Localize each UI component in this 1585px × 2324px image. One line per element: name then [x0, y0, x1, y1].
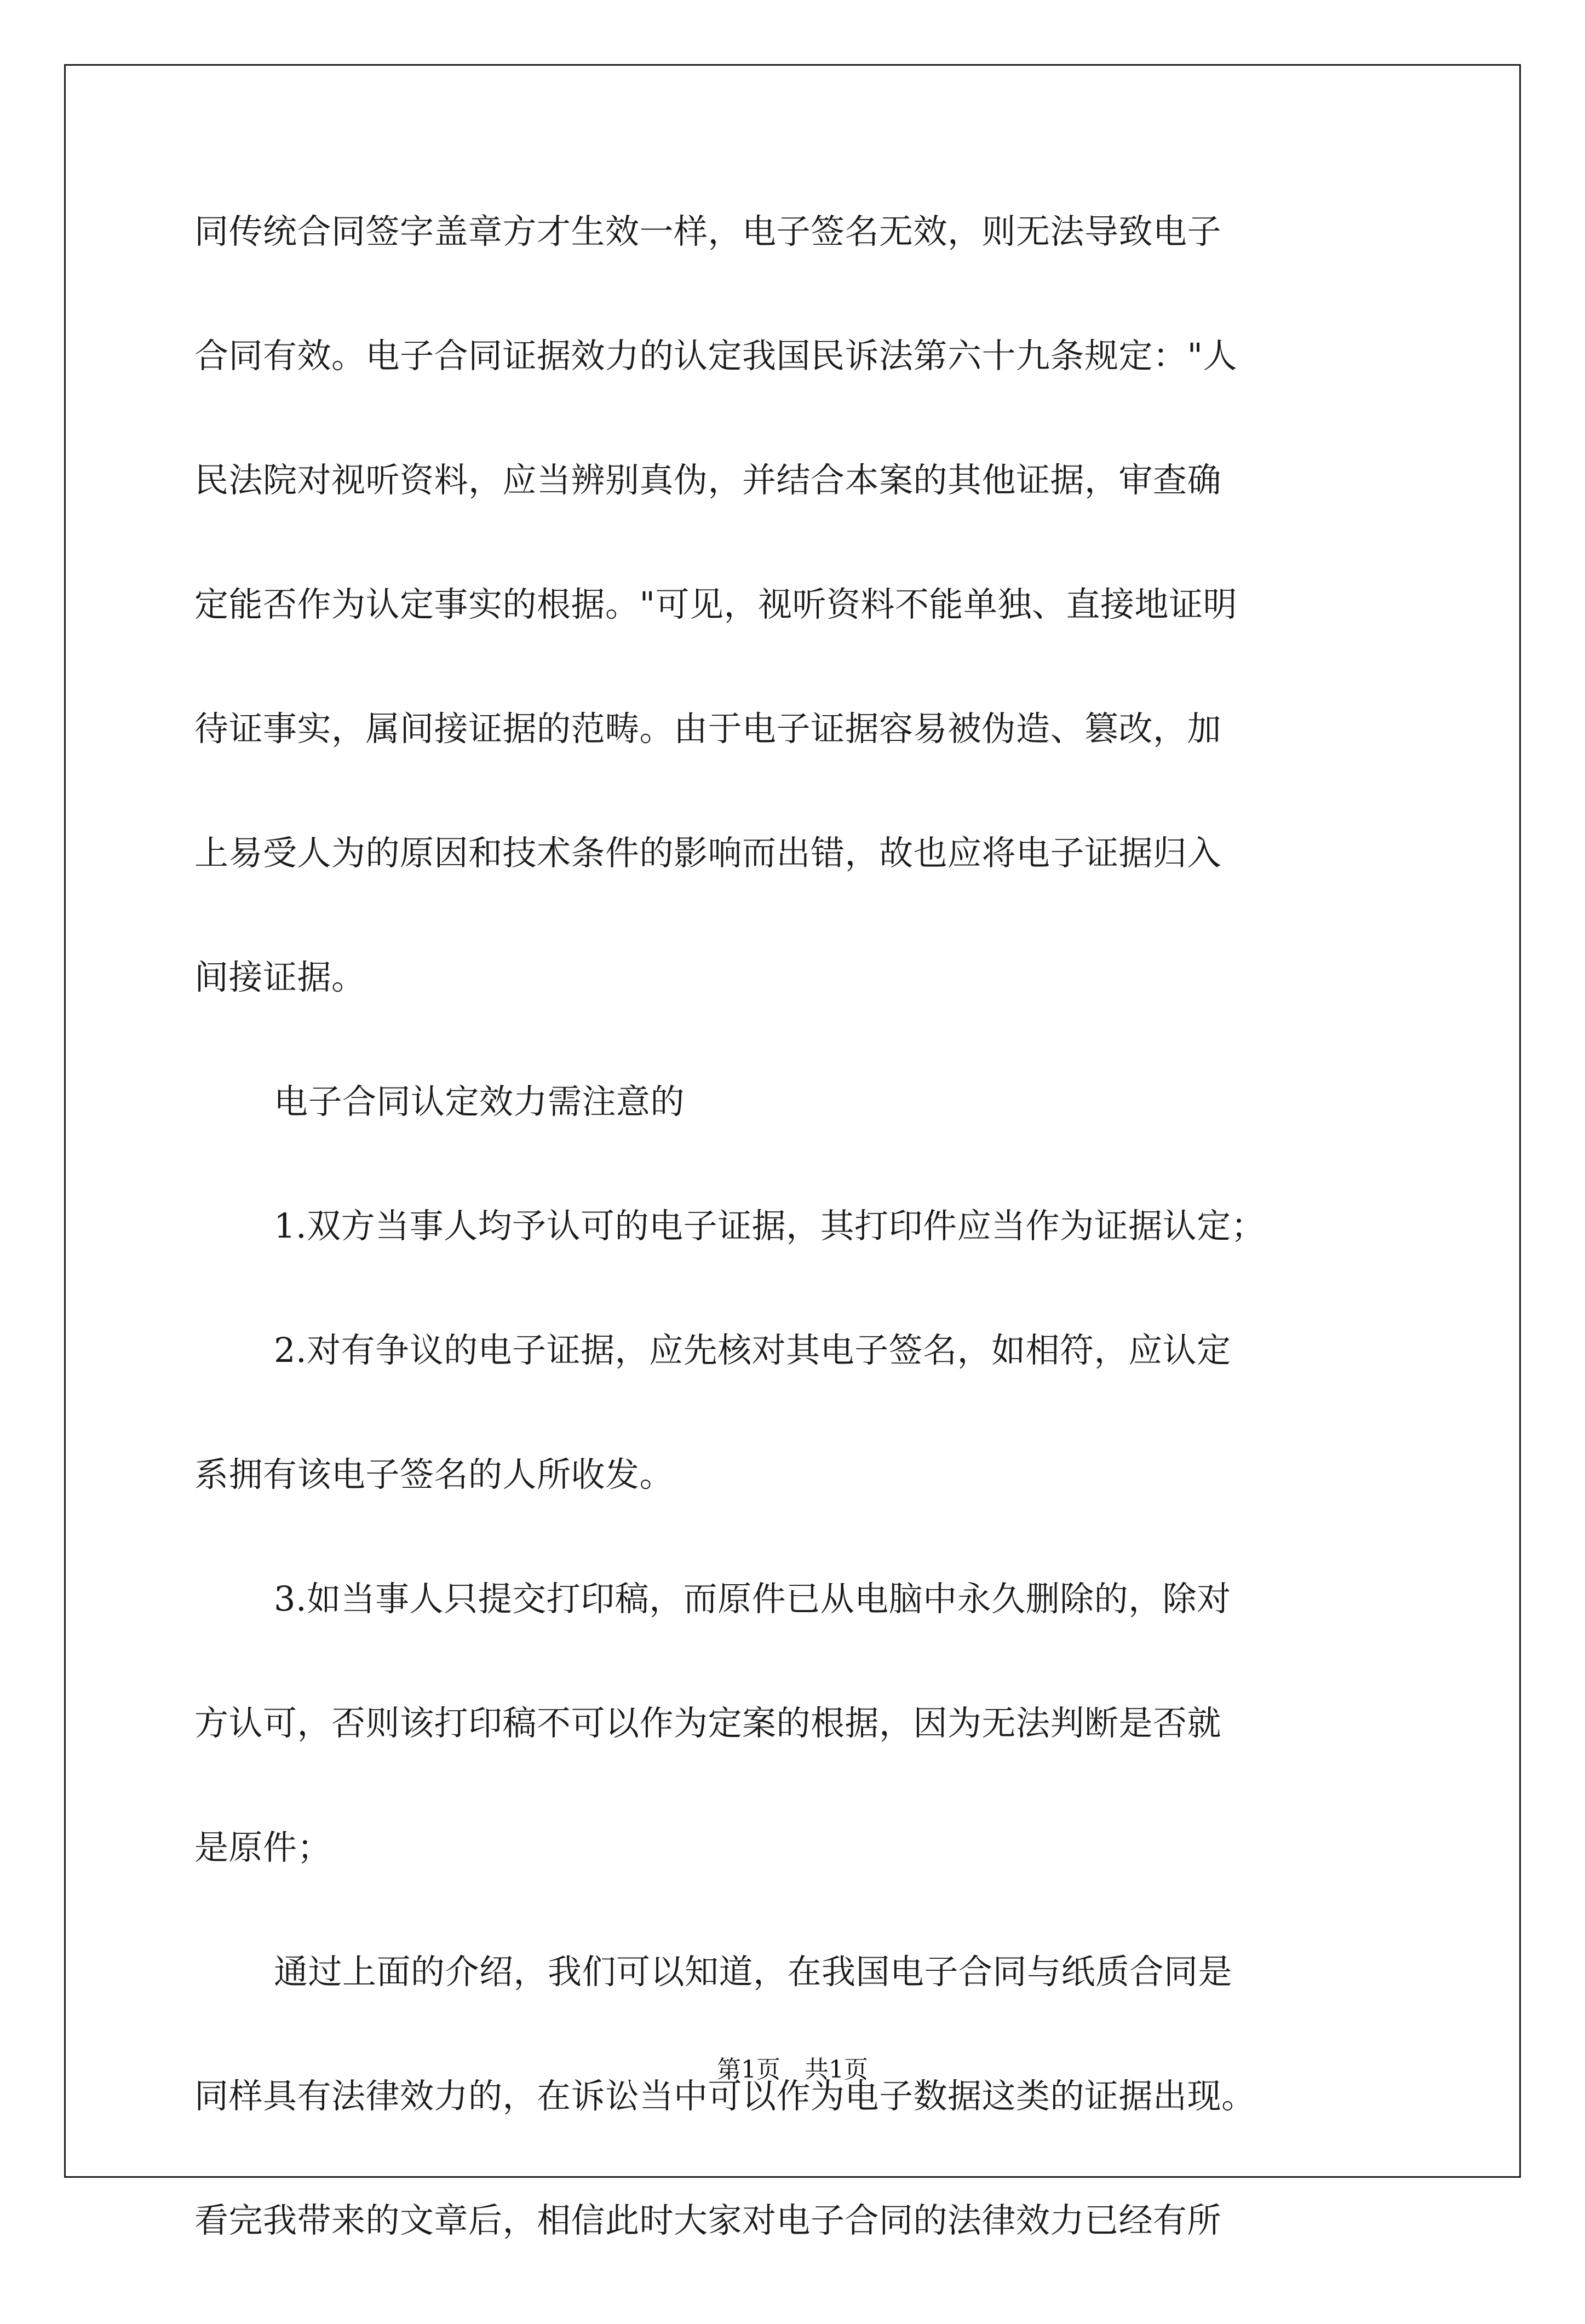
paragraph-start: 通过上面的介绍，我们可以知道，在我国电子合同与纸质合同是	[274, 1952, 1233, 1992]
text-line: 系拥有该电子签名的人所收发。	[194, 1454, 674, 1494]
text-line: 同传统合同签字盖章方才生效一样，电子签名无效，则无法导致电子	[194, 211, 1222, 251]
text-line: 间接证据。	[194, 957, 366, 997]
text-line: 看完我带来的文章后，相信此时大家对电子合同的法律效力已经有所	[194, 2200, 1222, 2240]
section-heading: 电子合同认定效力需注意的	[274, 1082, 685, 1121]
document-body	[194, 211, 1399, 2324]
text-line: 方认可，否则该打印稿不可以作为定案的根据，因为无法判断是否就	[194, 1703, 1222, 1743]
text-line: 是原件；	[194, 1827, 332, 1867]
page-footer: 第1页 共1页	[717, 2056, 868, 2084]
text-line: 上易受人为的原因和技术条件的影响而出错，故也应将电子证据归入	[194, 833, 1222, 873]
text-line: 合同有效。电子合同证据效力的认定我国民诉法第六十九条规定："人	[194, 336, 1238, 376]
text-line: 民法院对视听资料，应当辨别真伪，并结合本案的其他证据，审查确	[194, 460, 1222, 500]
text-line: 同样具有法律效力的，在诉讼当中可以作为电子数据这类的证据出现。	[194, 2076, 1256, 2116]
list-item-2: 2.对有争议的电子证据，应先核对其电子签名，如相符，应认定	[274, 1330, 1231, 1370]
list-item-1: 1.双方当事人均予认可的电子证据，其打印件应当作为证据认定；	[274, 1206, 1266, 1246]
list-item-3: 3.如当事人只提交打印稿，而原件已从电脑中永久删除的，除对	[274, 1579, 1231, 1619]
text-line: 定能否作为认定事实的根据。"可见，视听资料不能单独、直接地证明	[194, 584, 1238, 624]
text-line: 待证事实，属间接证据的范畴。由于电子证据容易被伪造、篡改，加	[194, 709, 1222, 749]
